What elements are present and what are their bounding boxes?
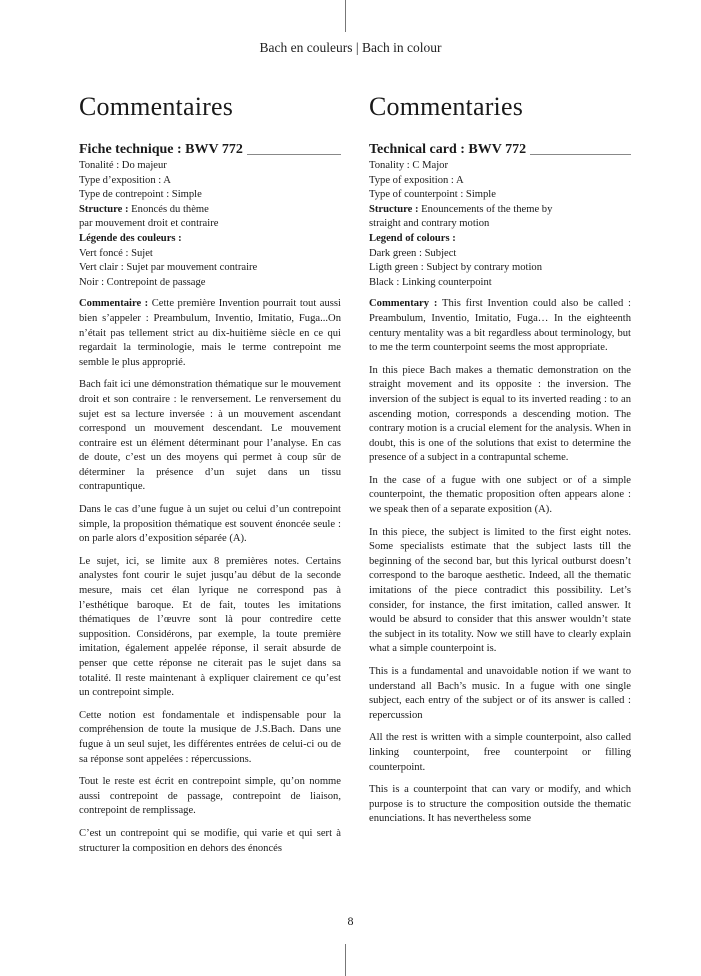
french-paragraph-3: Dans le cas d’une fugue à un sujet ou celui d’un contrepoint simple, la proposition thématique est souvent énoncée seule : on parle alors d’exposition séparée (A). [79,504,341,545]
english-commentary [369,297,631,355]
crop-mark-top [345,0,346,32]
english-card-rule [530,154,631,155]
english-structure-label: Structure : [369,203,419,215]
english-exposition-type: Type of exposition : A [369,174,464,186]
french-structure [79,203,341,218]
english-legend-light-green: Ligth green : Subject by contrary motion [369,262,542,274]
french-card-heading [79,140,341,158]
english-paragraph-7: This is a counterpoint that can vary or modify, and which purpose is to structure the composition outside the thematic enunciations. It has nevertheless some [369,784,631,825]
french-tonality: Tonalité : Do majeur [79,160,167,171]
french-legend-label: Légende des couleurs : [79,232,182,244]
french-structure-label: Structure : [79,203,129,215]
french-commentary [79,297,341,370]
english-commentary-label: Commentary : [369,298,438,310]
english-card-heading [369,140,631,158]
crop-mark-bottom [345,944,346,976]
english-paragraph-6: All the rest is written with a simple counterpoint, also called linking counterpoint, free counterpoint or filling counterpoint. [369,732,631,773]
french-structure-text-2: par mouvement droit et contraire [79,218,219,230]
french-paragraph-6: Tout le reste est écrit en contrepoint simple, qu’on nomme aussi contrepoint de passage, contrepoint de liaison, contrepoint de remplissage. [79,776,341,817]
french-legend-dark-green: Vert foncé : Sujet [79,247,153,259]
english-tonality: Tonality : C Major [369,160,448,171]
english-commentary-text: This first Invention could also be called : Preambulum, Inventio, Imitatio, Fuga… In the eighteenth century mentality was a bit regardless about terminology, but to me the term counterpoint seems the most appropriate. [369,298,631,354]
english-card-heading-text: Technical card : BWV 772 [369,142,527,157]
french-legend-black: Noir : Contrepoint de passage [79,276,206,288]
english-legend-dark-green: Dark green : Subject [369,247,457,259]
english-title: Commentaries [369,92,524,121]
english-structure-text-1: Enouncements of the theme by [418,203,553,215]
french-commentary-text: Cette première Invention pourrait tout aussi bien s’appeler : Preambulum, Inventio, Imitatio, Fuga...On n’était pas tellement strict au dix-huitième siècle en ce qui regardait la terminologie, mais le terme contrepoint me semble le plus approprié. [79,298,341,368]
english-structure [369,203,631,218]
french-card-heading-text: Fiche technique : BWV 772 [79,142,243,157]
french-title: Commentaires [79,92,234,121]
french-legend-light-green: Vert clair : Sujet par mouvement contraire [79,262,258,274]
english-paragraph-5: This is a fundamental and unavoidable notion if we want to understand all Bach’s music. In a fugue with one single subject, each entry of the subject or of its answer is called : repercussion [369,666,631,721]
english-paragraph-3: In the case of a fugue with one subject or of a simple counterpoint, the thematic proposition often appears alone : we speak then of a separate exposition (A). [369,474,631,516]
english-paragraph-2: In this piece Bach makes a thematic demonstration on the straight movement and its opposite : the inversion. The inversion of the subject is equal to its inverted reading : to an ascending motion, corresponds a descending motion. The contrary motion is a crucial element for the analysis. When in doubt, this is one of the solutions that exist to determine the presence of a subject in a contrapuntal scheme. [369,364,631,464]
english-column [369,92,631,835]
french-commentary-label: Commentaire : [79,298,149,310]
french-paragraph-7: C’est un contrepoint qui se modifie, qui varie et qui sert à structurer la composition en dehors des énoncés [79,827,341,854]
english-legend-black: Black : Linking counterpoint [369,276,492,288]
english-structure-text-2: straight and contrary motion [369,218,490,230]
running-header: Bach en couleurs | Bach in colour [259,40,442,55]
page-number: 8 [347,914,354,928]
english-counterpoint-type: Type of counterpoint : Simple [369,189,496,201]
french-column [79,92,341,864]
english-paragraph-4: In this piece, the subject is limited to the first eight notes. Some specialists estimate that the subject lasts till the beginning of the second bar, but this lyrical outburst doesn’t correspond to the baroque aesthetic. Indeed, all the thematic imitations of the piece contradict this possibility. Let’s consider, for instance, the first imitation, called answer. It would be absurd to consider that this answer wouldn’t state the subject in its totality. Now we still have to clearly explain what a simple counterpoint is. [369,526,631,655]
french-paragraph-4: Le sujet, ici, se limite aux 8 premières notes. Certains analystes font courir le sujet jusqu’au début de la seconde mesure, mais cet élan lyrique ne correspond pas à l’esthétique baroque. Et de fait, toutes les imitations thématiques de l’œuvre sont là pour contredire cette supposition. Considérons, par exemple, la toute première imitation, également appelée réponse, il serait absurde de penser que cette réponse ne citerait pas le sujet dans sa totalité. Il reste maintenant à expliquer clairement ce qu’est un contrepoint simple. [79,555,341,699]
french-structure-text-1: Enoncés du thème [128,203,209,215]
english-legend-label: Legend of colours : [369,232,456,244]
french-counterpoint-type: Type de contrepoint : Simple [79,189,202,201]
french-exposition-type: Type d’exposition : A [79,174,171,186]
french-paragraph-5: Cette notion est fondamentale et indispensable pour la compréhension de toute la musique de J.S.Bach. Dans une fugue à un seul sujet, les différentes entrées de celui-ci ou de sa réponse sont appelées : répercussions. [79,709,341,765]
french-paragraph-2: Bach fait ici une démonstration thématique sur le mouvement droit et son contraire : le renversement. Le renversement du sujet est sa lecture inversée : à un mouvement ascendant correspond un mouvement descendant. Le mouvement contraire est un élément déterminant pour l’analyse. En cas de doute, c’est un des moyens qui permet à coup sûr de déterminer la présence d’un sujet dans un tissu contrapuntique. [79,379,341,493]
french-card-rule [247,154,341,155]
